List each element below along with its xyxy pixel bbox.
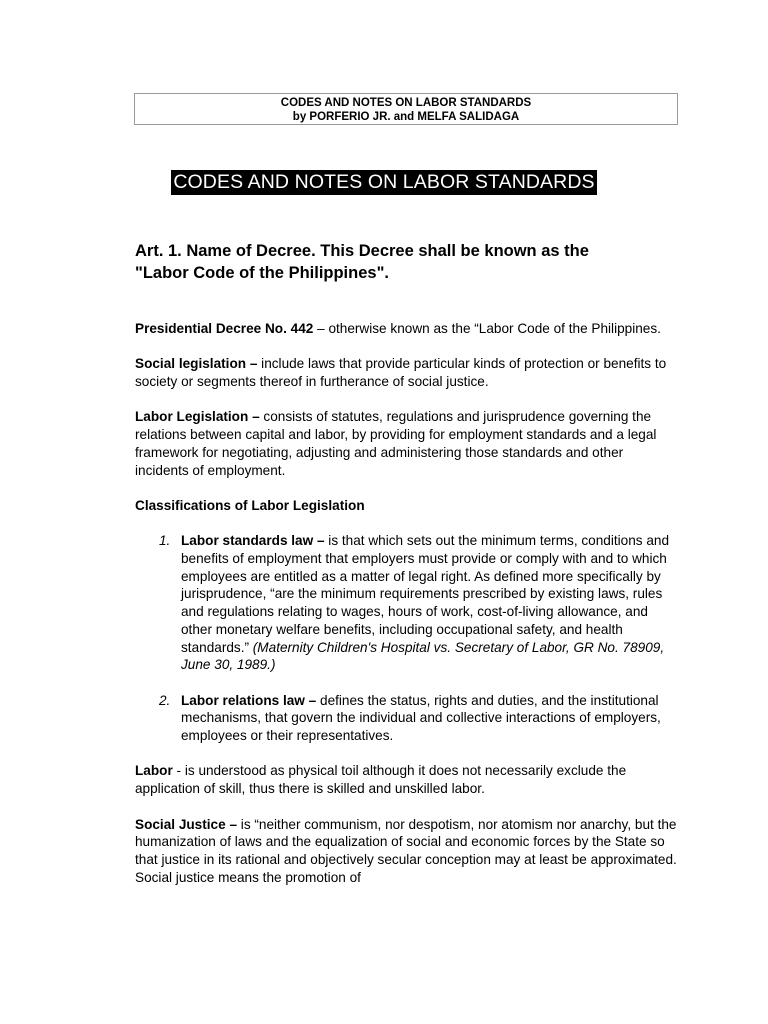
classifications-heading xyxy=(135,497,680,515)
definition: is that which sets out the minimum terms, conditions and benefits of employment that employers must provide or comply with and to which employees are entitled as a matter of legal right. As defined more specifically by jurisprudence, “are the minimum requirements prescribed by existing laws, rules and regulations relating to wages, hours of work, cost-of-living allowance, and other monetary welfare benefits, including occupational safety, and health standards.” xyxy=(181,533,670,655)
header-authors: by PORFERIO JR. and MELFA SALIDAGA xyxy=(292,111,520,123)
citation: (Maternity Children's Hospital vs. Secretary of Labor, GR No. 78909, June 30, 1989.) xyxy=(181,639,665,673)
term: Labor Legislation – xyxy=(135,409,260,425)
paragraph-social-legislation xyxy=(135,355,680,390)
list-number: 2. xyxy=(159,692,171,708)
paragraph-labor-legislation xyxy=(135,408,680,479)
definition: include laws that provide particular kinds of protection or benefits to society or segments thereof in furtherance of social justice. xyxy=(135,356,667,390)
definition: - is understood as physical toil although it does not necessarily exclude the application of skill, thus there is skilled and unskilled labor. xyxy=(135,763,627,797)
article-heading-line1: Art. 1. Name of Decree. This Decree shall be known as the xyxy=(135,242,589,260)
article-heading xyxy=(135,240,695,284)
list-item xyxy=(135,692,680,745)
document-body xyxy=(135,320,680,904)
term: Presidential Decree No. 442 xyxy=(135,321,314,336)
title-banner: CODES AND NOTES ON LABOR STANDARDS xyxy=(173,171,595,193)
term: Labor relations law – xyxy=(181,692,317,708)
term: Social legislation – xyxy=(135,356,258,372)
header-title: CODES AND NOTES ON LABOR STANDARDS xyxy=(280,97,532,109)
definition: consists of statutes, regulations and jurisprudence governing the relations between capital and labor, by providing for employment standards and a legal framework for negotiating, adjusting and administering those standards and other incidents of employment. xyxy=(135,409,657,478)
list-item xyxy=(135,532,680,674)
document-header xyxy=(134,93,678,125)
paragraph-pd-442 xyxy=(135,320,680,338)
term: Labor standards law – xyxy=(181,533,325,549)
article-heading-line2: "Labor Code of the Philippines". xyxy=(135,264,389,282)
definition: defines the status, rights and duties, and the institutional mechanisms, that govern the individual and collective interactions of employers, employees or their representatives. xyxy=(181,692,661,744)
list-number: 1. xyxy=(159,533,171,549)
definition: – otherwise known as the “Labor Code of the Philippines. xyxy=(313,321,661,336)
term: Social Justice – xyxy=(135,816,238,832)
section-heading: Classifications of Labor Legislation xyxy=(135,497,365,513)
paragraph-labor xyxy=(135,762,680,797)
term: Labor xyxy=(135,763,173,779)
paragraph-social-justice xyxy=(135,816,680,887)
definition: is “neither communism, nor despotism, nor atomism nor anarchy, but the humanization of laws and the equalization of social and economic forces by the State so that justice in its rational and objectively secular conception may at least be approximated. Social justice means the promotion of xyxy=(135,816,677,885)
title-banner-wrap xyxy=(0,170,768,195)
